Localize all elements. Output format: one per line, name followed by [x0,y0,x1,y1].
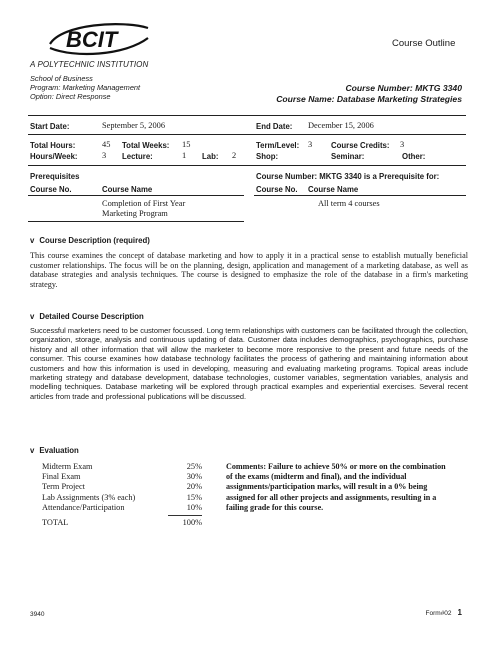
evaluation-row: Attendance/Participation 10% [42,502,202,512]
hours-week-value: 3 [102,151,107,160]
prereq-for-course-no-header: Course No. [256,185,298,194]
end-date-label: End Date: [256,122,293,131]
course-description-title: v Course Description (required) [30,236,150,245]
school-info [30,74,140,101]
document-type: Course Outline [392,38,456,49]
start-date-value: September 5, 2006 [102,121,166,130]
evaluation-title: v Evaluation [30,446,79,455]
program-name: Program: Marketing Management [30,83,141,92]
course-description-text: This course examines the concept of database marketing and how to apply it in a practical sense to establish mutually beneficial customer relationships. The focus will be on the planning, design, application and management of a marketing database, as well as database strategies and analysis techniques. The course is designed to emphasize the role of the database in a firm's marketing strategy. [30,251,468,289]
evaluation-table [42,462,202,528]
other-label: Other: [402,152,426,161]
evaluation-row: Lab Assignments (3% each) 15% [42,492,202,502]
total-weeks-value: 15 [182,140,191,149]
evaluation-total-row: TOTAL 100% [42,518,202,528]
program-option: Option: Direct Response [30,92,111,101]
prereq-for-course-name-header: Course Name [308,185,359,194]
total-divider [168,515,202,516]
divider [28,165,466,166]
shop-label: Shop: [256,152,279,161]
logo-tagline: A POLYTECHNIC INSTITUTION [30,60,149,69]
bcit-logo [44,18,154,60]
prereq-course-name-header: Course Name [102,185,153,194]
course-credits-value: 3 [400,140,405,149]
evaluation-comments: Comments: Failure to achieve 50% or more on the combination of the exams (midterm and final), and the individual assignments/participation marks, will result in a 0% being assigned for all other projects and assignments, resulting in a failing grade for this course. [226,462,446,512]
logo-wordmark: BCIT [66,27,118,52]
course-heading [276,83,462,104]
evaluation-row: Midterm Exam 25% [42,462,202,471]
total-hours-value: 45 [102,140,111,149]
start-date-label: Start Date: [30,122,70,131]
divider [28,221,244,222]
bullet-icon: v [30,236,35,245]
course-credits-label: Course Credits: [331,141,390,150]
total-weeks-label: Total Weeks: [122,141,170,150]
evaluation-row: Term Project 20% [42,482,202,492]
bullet-icon: v [30,446,35,455]
footer-form [426,608,462,617]
total-hours-label: Total Hours: [30,141,76,150]
bullet-icon: v [30,312,35,321]
lab-value: 2 [232,151,237,160]
divider [28,195,244,196]
prereq-for-item: All term 4 courses [318,199,380,208]
hours-week-label: Hours/Week: [30,152,78,161]
detailed-description-title: v Detailed Course Description [30,312,144,321]
page-number: 1 [457,608,462,617]
seminar-label: Seminar: [331,152,365,161]
school-name: School of Business [30,74,93,83]
course-number: Course Number: MKTG 3340 [345,83,462,93]
prerequisite-for-title: Course Number: MKTG 3340 is a Prerequisite for: [256,172,440,181]
footer-code: 3940 [30,611,45,618]
divider [254,195,466,196]
end-date-value: December 15, 2006 [308,121,374,130]
course-name: Course Name: Database Marketing Strategies [276,93,462,104]
term-level-label: Term/Level: [256,141,300,150]
lab-label: Lab: [202,152,219,161]
prereq-course-no-header: Course No. [30,185,72,194]
prerequisites-title: Prerequisites [30,172,80,181]
detailed-description-text: Successful marketers need to be customer focussed. Long term relationships with customers can be facilitated through the collection, organization, storage, analysis and continuous updating of data. Customer data includes demographics, psychographics, purchase history and all other information that will allow the marketer to become more responsive to the present and future needs of the consumer. This course examines how database technology facilitates the process of gathering and maintaining information about customers and how this information is used in developing, measuring and evaluating marketing programs. Topical areas include marketing strategy and database development, database technologies, customer variables, segmentation variables, analysis and modelling techniques. Database marketing will be explored through practical examples and experiential exercises. Several recent articles from trade and professional publications will be discussed. [30,326,468,401]
divider [28,115,466,116]
evaluation-row: Final Exam 30% [42,472,202,482]
form-number: Form#02 [425,610,452,617]
lecture-value: 1 [182,151,187,160]
prereq-item: Completion of First Year Marketing Program [102,199,186,218]
divider [28,134,466,135]
lecture-label: Lecture: [122,152,153,161]
term-level-value: 3 [308,140,313,149]
